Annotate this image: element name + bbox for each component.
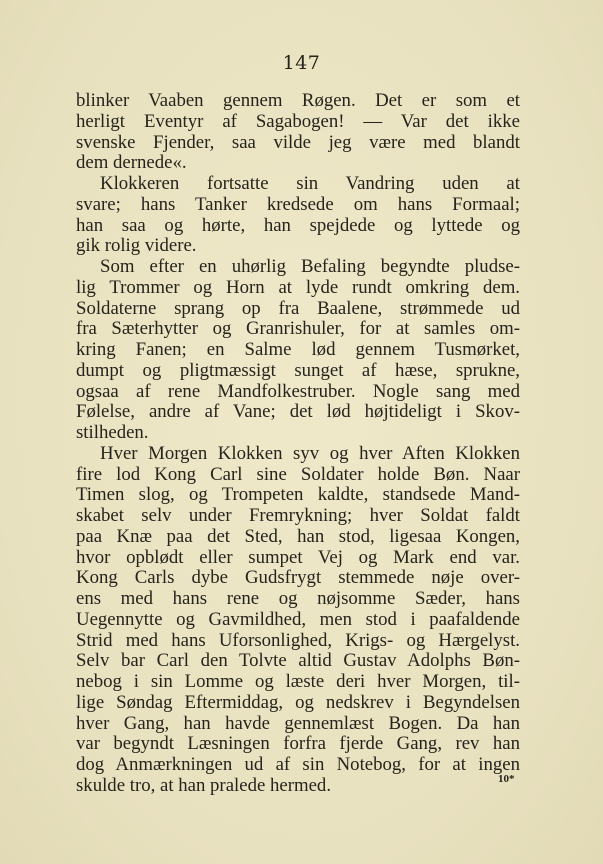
text-line: dem dernede«. [76, 152, 187, 174]
text-line: Klokkeren fortsatte sin Vandring uden at [100, 173, 520, 194]
text-line: lig Trommer og Horn at lyde rundt omkring dem. [76, 276, 520, 298]
text-line: lige Søndag Eftermiddag, og nedskrev i Begyndelsen [76, 691, 520, 713]
page-number: 147 [282, 52, 321, 74]
text-line: fire lod Kong Carl sine Soldater holde Bøn. Naar [76, 463, 520, 485]
body-text [76, 91, 520, 797]
text-line: dumpt og pligtmæssigt sunget af hæse, sprukne, [76, 359, 520, 381]
text-line: nebog i sin Lomme og læste deri hver Morgen, til- [76, 671, 520, 692]
signature-mark: 10* [498, 773, 515, 785]
text-line: Som efter en uhørlig Befaling begyndte pludse- [100, 256, 520, 277]
text-line: dog Anmærkningen ud af sin Notebog, for at ingen [76, 754, 520, 775]
text-line: Uegennytte og Gavmildhed, men stod i paafaldende [76, 608, 520, 630]
text-line: fra Sæterhytter og Granrishuler, for at samles om- [76, 318, 520, 340]
text-line: var begyndt Læsningen forfra fjerde Gang, rev han [76, 733, 520, 755]
text-line: hver Gang, han havde gennemlæst Bogen. Da han [76, 712, 520, 734]
text-line: svare; hans Tanker kredsede om hans Formaal; [76, 193, 520, 215]
text-line: svenske Fjender, saa vilde jeg være med blandt [76, 131, 520, 153]
text-line: skabet selv under Fremrykning; hver Soldat faldt [76, 505, 520, 526]
text-line: kring Fanen; en Salme lød gennem Tusmørket, [76, 339, 520, 360]
text-line: herligt Eventyr af Sagabogen! — Var det ikke [76, 110, 520, 132]
text-line: paa Knæ paa det Sted, han stod, ligesaa Kongen, [76, 525, 520, 547]
text-line: Hver Morgen Klokken syv og hver Aften Klokken [100, 442, 520, 464]
text-line: ogsaa af rene Mandfolkestruber. Nogle sang med [76, 380, 520, 402]
text-line: Selv bar Carl den Tolvte altid Gustav Adolphs Bøn- [76, 650, 520, 672]
text-line: Følelse, andre af Vane; det lød højtideligt i Skov- [76, 401, 520, 423]
text-line: stilheden. [76, 422, 149, 443]
text-line: Strid med hans Uforsonlighed, Krigs- og Hærgelyst. [76, 629, 520, 651]
text-line: Timen slog, og Trompeten kaldte, standsede Mand- [76, 484, 520, 506]
text-line: gik rolig videre. [76, 235, 197, 257]
text-line: blinker Vaaben gennem Røgen. Det er som et [76, 90, 520, 111]
text-line: hvor opblødt eller sumpet Vej og Mark end var. [76, 546, 520, 568]
text-line: Kong Carls dybe Gudsfrygt stemmede nøje over- [76, 567, 520, 589]
text-line: Soldaterne sprang op fra Baalene, strømmede ud [76, 297, 520, 319]
text-line: ens med hans rene og nøjsomme Sæder, hans [76, 588, 520, 609]
text-line: skulde tro, at han pralede hermed. [76, 774, 332, 796]
text-line: han saa og hørte, han spejdede og lyttede og [76, 214, 520, 236]
